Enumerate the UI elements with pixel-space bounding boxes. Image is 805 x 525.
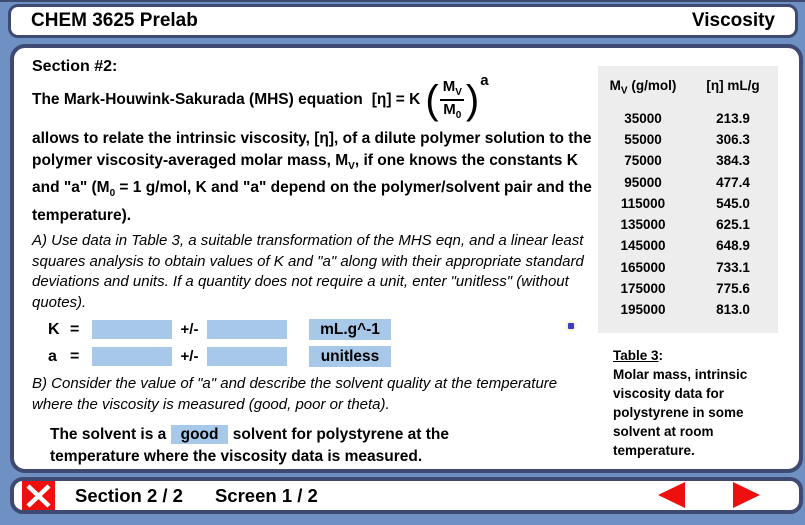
question-a-text: A) Use data in Table 3, a suitable transformation of the MHS eqn, and a linear least squares analysis to obtain values of K and "a" along with their appropriate standard deviations and units. If a quantity does not require a unit, enter "unitless" (without quotes).: [32, 232, 584, 311]
table-row: 145000 648.9: [620, 238, 750, 254]
table-caption: Table 3: Molar mass, intrinsic viscosity data for polystyrene in some solvent at room temperature.: [613, 348, 748, 458]
table-row: 95000 477.4: [624, 174, 750, 190]
a-equals-sign: =: [70, 347, 80, 365]
next-arrow-button[interactable]: [733, 482, 760, 508]
k-answer-row: [32, 320, 592, 339]
table-caption-title: Table 3: [613, 348, 659, 363]
question-b-text: B) Consider the value of "a" and describe the solvent quality at the temperature where the viscosity is measured (good, poor or theta).: [32, 375, 558, 413]
equation-open-paren: (: [425, 78, 439, 122]
previous-arrow-button[interactable]: [658, 482, 685, 508]
equation-close-paren: ): [465, 78, 480, 122]
fraction-numerator: $M_V$: [442, 77, 462, 98]
fraction-denominator: $M_0$: [440, 99, 464, 122]
equation-exponent: a: [480, 72, 489, 89]
k-error-input[interactable]: [207, 320, 287, 339]
app-title: CHEM 3625 Prelab: [31, 10, 198, 31]
table-row: 75000 384.3: [624, 153, 750, 169]
a-answer-row: [32, 347, 592, 366]
table-row: 35000 213.9: [624, 110, 750, 126]
content-panel: [10, 44, 803, 473]
a-value-input[interactable]: [92, 347, 172, 366]
table-row: 115000 545.0: [620, 195, 750, 211]
navigation-labels: [75, 481, 318, 510]
viscosity-data-table: [598, 66, 778, 333]
table-row: 175000 775.6: [620, 281, 750, 297]
molar-mass-column-header: $M_V$ (g/mol): [609, 78, 677, 97]
section-heading: Section #2:: [32, 58, 118, 75]
text-column: [32, 58, 592, 468]
section-counter: Section 2 / 2: [75, 484, 183, 506]
title-bar: [8, 4, 798, 38]
k-label: K: [48, 320, 60, 338]
equation-lhs: [η] = K: [371, 91, 421, 108]
equation-intro-text: The Mark-Houwink-Sakurada (MHS) equation: [32, 91, 363, 108]
screen-counter: Screen 1 / 2: [214, 484, 318, 506]
mhs-equation-line: [32, 72, 592, 123]
a-label: a: [48, 347, 57, 365]
table-caption-text: Molar mass, intrinsic viscosity data for polystyrene in some solvent at room temperature.: [613, 367, 748, 458]
close-x-icon: [25, 484, 52, 508]
small-blue-marker-icon: [568, 323, 574, 329]
k-value-input[interactable]: [92, 320, 172, 339]
table-row: 55000 306.3: [624, 131, 750, 147]
table-row: 195000 813.0: [620, 302, 750, 318]
a-plus-minus: +/-: [180, 348, 199, 366]
table-row: 165000 733.1: [620, 259, 750, 275]
a-unit-field[interactable]: unitless: [309, 346, 391, 367]
table-row: 135000 625.1: [620, 217, 750, 233]
solvent-quality-answer: The solvent is a good solvent for polystyrene at the temperature where the viscosity data is measured.: [50, 426, 449, 466]
equation-fraction: [440, 79, 465, 122]
a-error-input[interactable]: [207, 347, 287, 366]
close-button[interactable]: [22, 481, 55, 510]
viscosity-column-header: [η] mL/g: [706, 78, 760, 93]
window-top-edge: [0, 0, 805, 2]
solvent-quality-field[interactable]: good: [171, 425, 229, 444]
mhs-description-paragraph: allows to relate the intrinsic viscosity, [η], of a dilute polymer solution to the polymer viscosity-averaged molar mass, $M_V$, if one knows the constants K and "a" ($M_0 = 1$ g/mol, K and "a" depend on the polymer/solvent pair and the temperature).: [32, 130, 592, 224]
navigation-bar: [10, 477, 803, 514]
k-plus-minus: +/-: [180, 321, 199, 339]
k-equals-sign: =: [70, 320, 80, 338]
answer-fields-block: [32, 320, 592, 366]
k-unit-field[interactable]: mL.g^-1: [309, 319, 391, 340]
table-header-row: [598, 78, 778, 97]
topic-title: Viscosity: [691, 10, 775, 31]
